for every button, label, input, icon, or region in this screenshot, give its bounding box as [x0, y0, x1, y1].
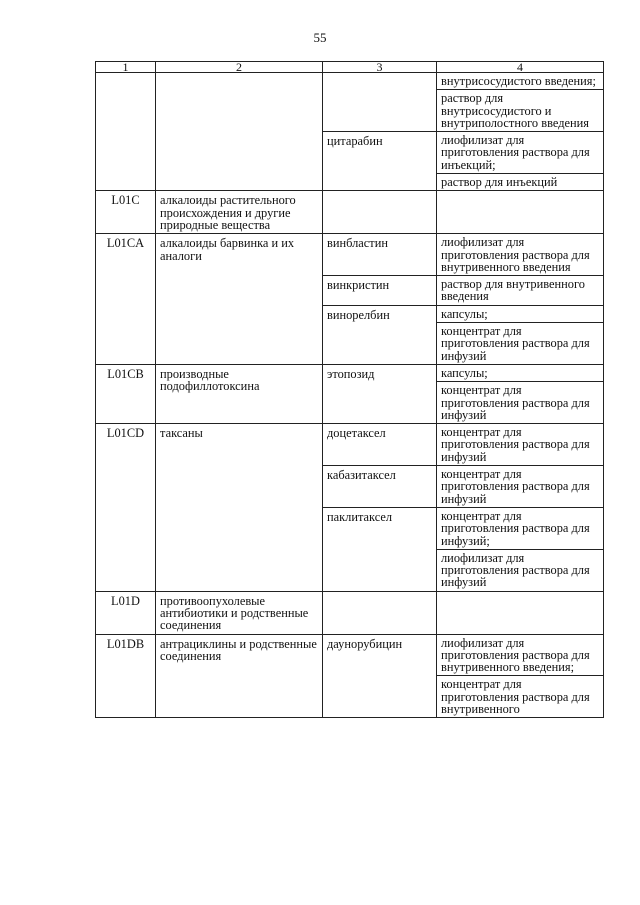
- header-row: [96, 62, 604, 73]
- dosage-forms-cell: [437, 191, 604, 234]
- dosage-forms-cell: [437, 591, 604, 634]
- dosage-forms-cell: [437, 634, 604, 718]
- group-name-cell: алкалоиды растительного происхождения и другие природные вещества: [156, 191, 323, 234]
- dosage-form: раствор для внутрисосудистого и внутриполостного введения: [437, 89, 603, 131]
- atc-code-cell: L01DB: [96, 634, 156, 718]
- drug-name-cell: [323, 591, 437, 634]
- table-row: [96, 73, 604, 132]
- drug-name-cell: винорелбин: [323, 305, 437, 364]
- dosage-forms-cell: [437, 132, 604, 191]
- group-name-cell: противоопухолевые антибиотики и родственные соединения: [156, 591, 323, 634]
- page-number: 55: [313, 30, 327, 45]
- dosage-form: концентрат для приготовления раствора для инфузий: [437, 322, 603, 364]
- group-name-cell: производные подофиллотоксина: [156, 364, 323, 423]
- group-name-cell: антрациклины и родственные соединения: [156, 634, 323, 718]
- drug-name-cell: этопозид: [323, 364, 437, 423]
- dosage-form: раствор для внутривенного введения: [441, 277, 585, 304]
- dosage-form: концентрат для приготовления раствора для инфузий;: [441, 508, 590, 548]
- drug-name-cell: цитарабин: [323, 132, 437, 191]
- atc-code-cell: L01CD: [96, 424, 156, 592]
- dosage-forms-cell: [437, 276, 604, 306]
- dosage-forms-cell: [437, 466, 604, 508]
- header-cell-3: 3: [323, 62, 437, 73]
- group-name-cell: [156, 73, 323, 191]
- dosage-form: [437, 592, 603, 596]
- dosage-form: концентрат для приготовления раствора для инфузий: [437, 381, 603, 423]
- table-row: [96, 234, 604, 276]
- atc-code-cell: L01CA: [96, 234, 156, 365]
- dosage-forms-cell: [437, 424, 604, 466]
- dosage-forms-cell: [437, 73, 604, 132]
- dosage-forms-cell: [437, 507, 604, 591]
- drug-name-cell: винбластин: [323, 234, 437, 276]
- drug-name-cell: [323, 191, 437, 234]
- dosage-form: лиофилизат для приготовления раствора для инъекций;: [441, 133, 590, 172]
- dosage-forms-cell: [437, 364, 604, 423]
- table-row: [96, 634, 604, 718]
- dosage-form: раствор для инъекций: [437, 173, 603, 190]
- dosage-form: внутрисосудистого введения;: [441, 74, 596, 88]
- table-row: [96, 364, 604, 423]
- dosage-form: концентрат для приготовления раствора для внутривенного: [437, 675, 603, 717]
- drug-name-cell: [323, 73, 437, 132]
- group-name-cell: алкалоиды барвинка и их аналоги: [156, 234, 323, 365]
- header-cell-4: 4: [437, 62, 604, 73]
- dosage-form: лиофилизат для приготовления раствора для внутривенного введения: [441, 235, 590, 274]
- header-cell-1: 1: [96, 62, 156, 73]
- dosage-forms-cell: [437, 234, 604, 276]
- atc-code-cell: L01CB: [96, 364, 156, 423]
- dosage-form: лиофилизат для приготовления раствора для инфузий: [437, 549, 603, 591]
- table-row: [96, 591, 604, 634]
- table-row: [96, 424, 604, 466]
- drug-name-cell: винкристин: [323, 276, 437, 306]
- atc-code-cell: [96, 73, 156, 191]
- table-row: [96, 191, 604, 234]
- dosage-form: лиофилизат для приготовления раствора для внутривенного введения;: [441, 635, 590, 675]
- drug-name-cell: кабазитаксел: [323, 466, 437, 508]
- dosage-form: капсулы;: [441, 306, 488, 321]
- dosage-forms-cell: [437, 305, 604, 364]
- group-name-cell: таксаны: [156, 424, 323, 592]
- header-cell-2: 2: [156, 62, 323, 73]
- dosage-form: концентрат для приготовления раствора для инфузий: [441, 425, 590, 464]
- table-body: [96, 62, 604, 718]
- drug-name-cell: даунорубицин: [323, 634, 437, 718]
- dosage-form: концентрат для приготовления раствора для инфузий: [441, 467, 590, 506]
- dosage-form: [437, 191, 603, 195]
- drug-name-cell: доцетаксел: [323, 424, 437, 466]
- drug-name-cell: паклитаксел: [323, 507, 437, 591]
- atc-code-cell: L01C: [96, 191, 156, 234]
- dosage-form: капсулы;: [441, 365, 488, 380]
- drug-table: [95, 61, 604, 718]
- atc-code-cell: L01D: [96, 591, 156, 634]
